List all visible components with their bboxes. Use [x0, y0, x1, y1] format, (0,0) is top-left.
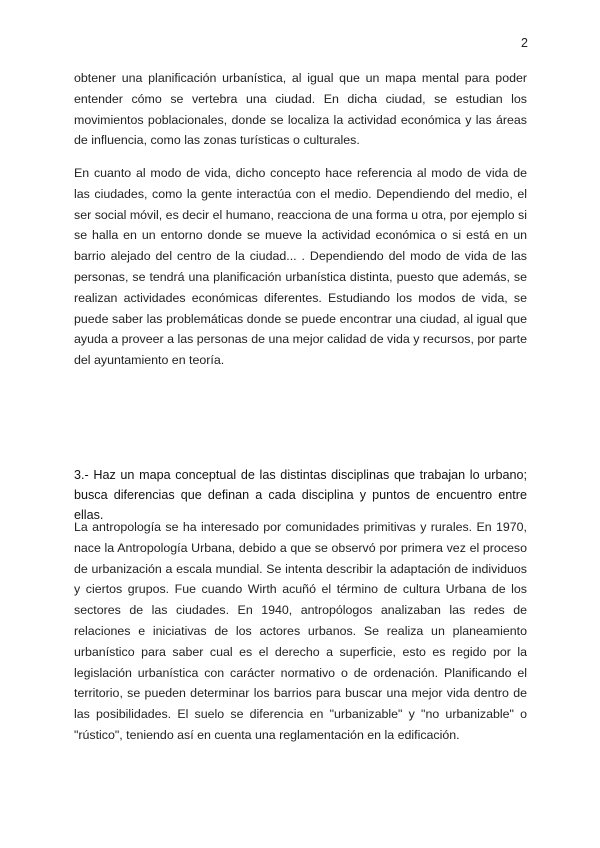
paragraph-urban-planning: obtener una planificación urbanística, al igual que un mapa mental para poder entender cómo se vertebra una ciudad. En dicha ciudad, se estudian los movimientos poblacionales, donde se localiza la actividad económica y las áreas de influencia, como las zonas turísticas o culturales.	[74, 71, 527, 148]
paragraph-answer: La antropología se ha interesado por comunidades primitivas y rurales. En 1970, nace la Antropología Urbana, debido a que se observó por primera vez el proceso de urbanización a escala mundial. Se intenta describir la adaptación de individuos y ciertos grupos. Fue cuando Wirth acuñó el término de cultura Urbana de los sectores de las ciudades. En 1940, antropólogos analizaban las redes de relaciones e iniciativas de los actores urbanos. Se realiza un planeamiento urbanístico para saber cual es el derecho a superficie, esto es regido por la legislación urbanística con carácter normativo o de ordenación. Planificando el territorio, se pueden determinar los barrios para buscar una mejor vida dentro de las posibilidades. El suelo se diferencia en "urbanizable" y "no urbanizable" o "rústico", teniendo así en cuenta una reglamentación en la edificación.	[74, 520, 527, 742]
question-heading: 3.- Haz un mapa conceptual de las distintas disciplinas que trabajan lo urbano; busca diferencias que definan a cada disciplina y puntos de encuentro entre ellas.	[74, 468, 527, 522]
page-number: 2	[521, 36, 528, 50]
paragraph-way-of-life: En cuanto al modo de vida, dicho concepto hace referencia al modo de vida de las ciudades, como la gente interactúa con el medio. Dependiendo del medio, el ser social móvil, es decir el humano, reacciona de una forma u otra, por ejemplo si se halla en un entorno donde se mueve la actividad económica o si está en un barrio alejado del centro de la ciudad... . Dependiendo del modo de vida de las personas, se tendrá una planificación urbanística distinta, puesto que además, se realizan actividades económicas diferentes. Estudiando los modos de vida, se puede saber las problemáticas donde se puede encontrar una ciudad, al igual que ayuda a proveer a las personas de una mejor calidad de vida y recursos, por parte del ayuntamiento en teoría.	[74, 166, 527, 368]
